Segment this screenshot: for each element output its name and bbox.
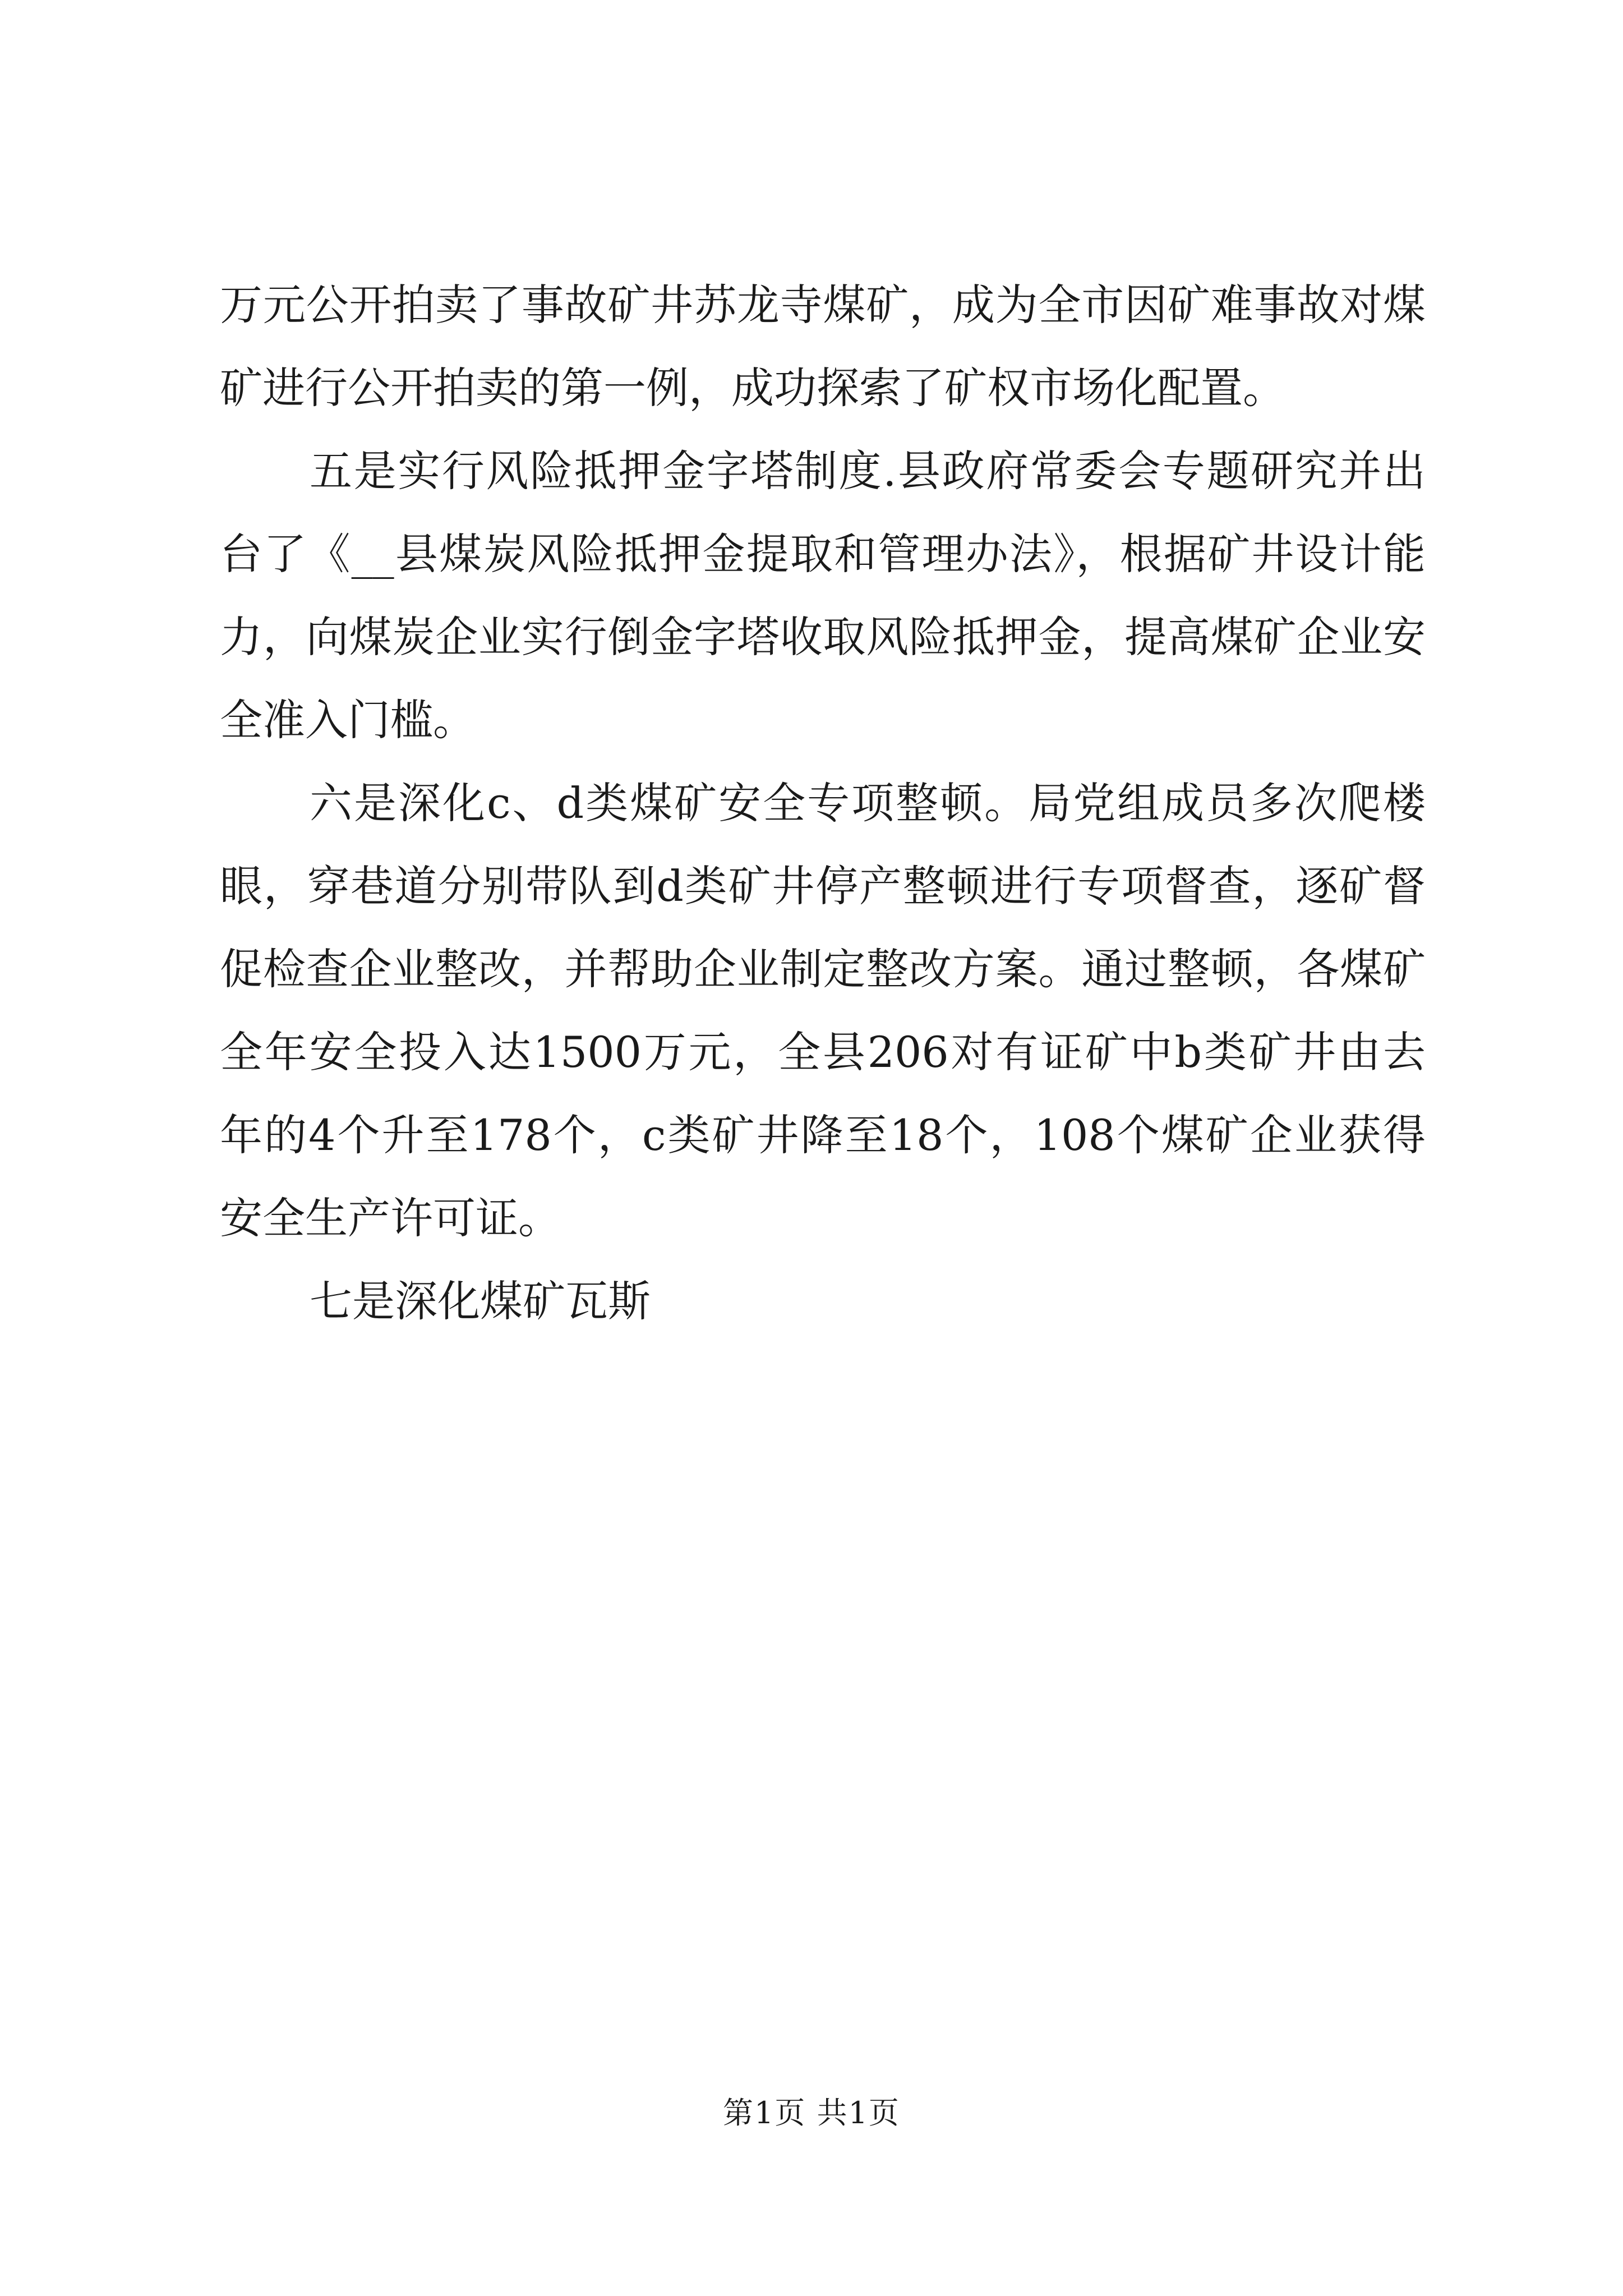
- text-line: 台了《__县煤炭风险抵押金提取和管理办法》，根据矿井设计能: [220, 529, 1426, 579]
- body-text: [220, 264, 1426, 1343]
- text-line: 全准入门槛。: [220, 695, 476, 745]
- text-line: 年的4个升至178个，c类矿井降至18个，108个煤矿企业获得: [220, 1110, 1426, 1160]
- text-line: 七是深化煤矿瓦斯: [310, 1276, 651, 1326]
- text-line: 矿进行公开拍卖的第一例，成功探索了矿权市场化配置。: [220, 363, 1285, 413]
- text-line: 六是深化c、d类煤矿安全专项整顿。局党组成员多次爬楼: [310, 778, 1426, 828]
- text-line: 五是实行风险抵押金字塔制度.县政府常委会专题研究并出: [310, 446, 1426, 496]
- page-number-footer: 第1页 共1页: [723, 2095, 900, 2131]
- text-line: 眼，穿巷道分别带队到d类矿井停产整顿进行专项督查，逐矿督: [220, 861, 1426, 911]
- text-line: 全年安全投入达1500万元，全县206对有证矿中b类矿井由去: [220, 1027, 1426, 1077]
- text-line: 促检查企业整改，并帮助企业制定整改方案。通过整顿，各煤矿: [220, 944, 1426, 994]
- text-line: 力，向煤炭企业实行倒金字塔收取风险抵押金，提高煤矿企业安: [220, 612, 1426, 662]
- text-line: 万元公开拍卖了事故矿井苏龙寺煤矿，成为全市因矿难事故对煤: [220, 280, 1426, 330]
- text-line: 安全生产许可证。: [220, 1193, 561, 1243]
